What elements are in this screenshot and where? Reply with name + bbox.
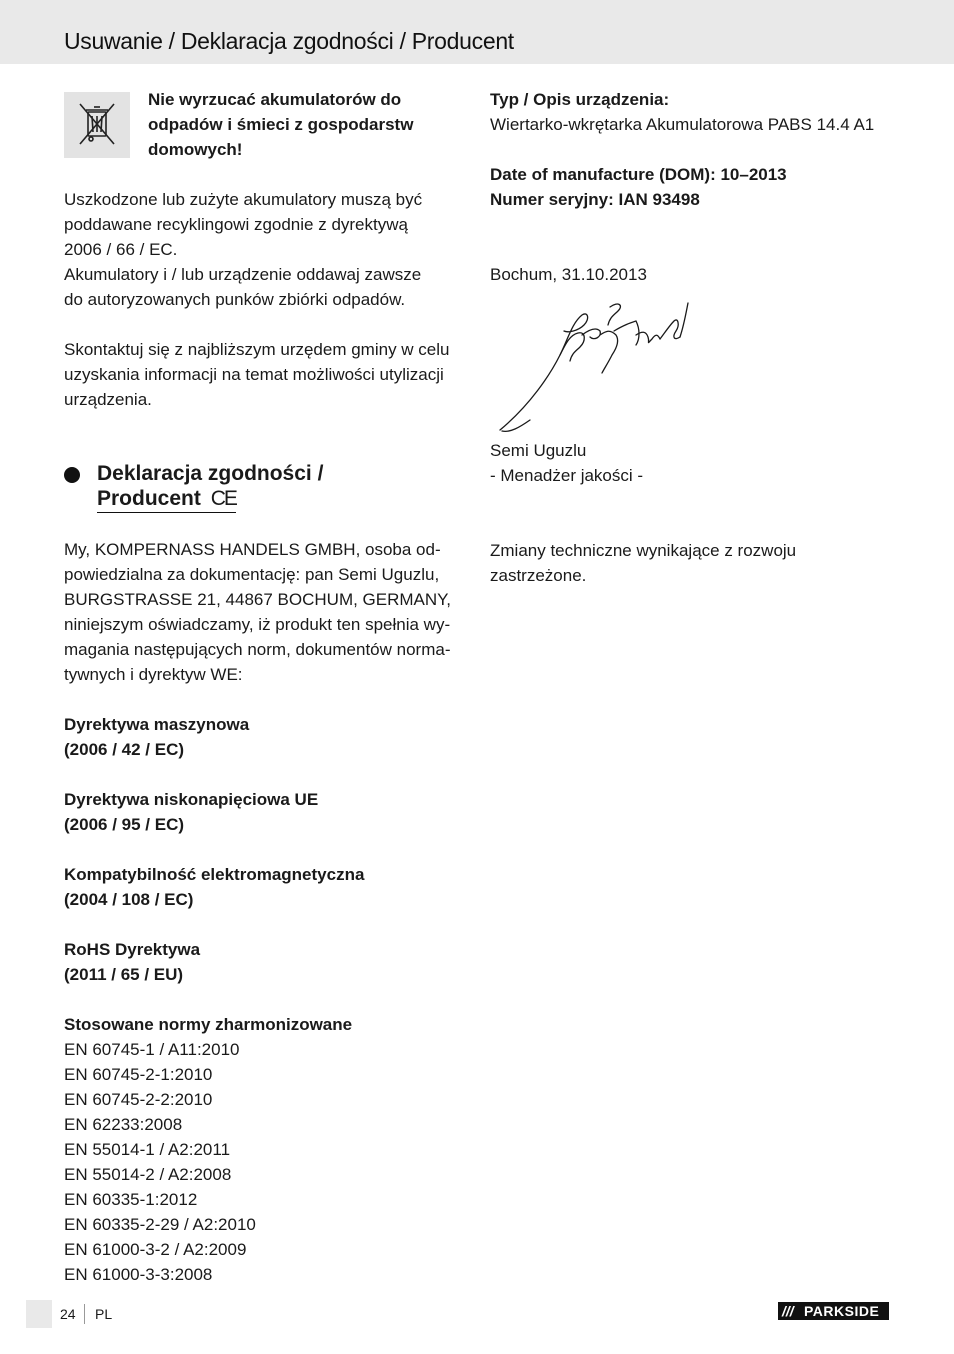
directive-line: Dyrektywa maszynowa xyxy=(64,715,250,734)
directive-line: RoHS Dyrektywa xyxy=(64,940,201,959)
text-line: My, KOMPERNASS HANDELS GMBH, osoba od- xyxy=(64,540,441,559)
directive-item xyxy=(64,787,464,837)
text-line: Zmiany techniczne wynikające z rozwoju xyxy=(490,541,797,560)
harmonized-norms xyxy=(64,1012,464,1287)
language-code: PL xyxy=(95,1306,113,1322)
page-number: 24 xyxy=(60,1306,76,1322)
battery-disposal-warning: Nie wyrzucać akumulatorów do odpadów i śmieci z gospodarstw domowych! xyxy=(148,90,414,159)
norm-item: EN 60745-2-2:2010 xyxy=(64,1090,213,1109)
text-line: BURGSTRASSE 21, 44867 BOCHUM, GERMANY, xyxy=(64,590,452,609)
text-line: tywnych i dyrektyw WE: xyxy=(64,665,243,684)
type-value: Wiertarko-wkrętarka Akumulatorowa PABS 14.4 A1 xyxy=(490,115,875,134)
norm-item: EN 60335-2-29 / A2:2010 xyxy=(64,1215,256,1234)
signer-block xyxy=(490,438,910,488)
directive-item xyxy=(64,862,464,912)
section-title-line1: Deklaracja zgodności / xyxy=(97,462,324,485)
footer-divider xyxy=(84,1304,85,1324)
signer-role: - Menadżer jakości - xyxy=(490,466,644,485)
declaration-paragraph xyxy=(64,537,469,687)
directive-item xyxy=(64,712,464,762)
norm-item: EN 60745-1 / A11:2010 xyxy=(64,1040,240,1059)
directive-line: (2006 / 42 / EC) xyxy=(64,740,185,759)
text-line: uzyskania informacji na temat możliwości utylizacji xyxy=(64,365,444,384)
norm-item: EN 61000-3-2 / A2:2009 xyxy=(64,1240,247,1259)
directive-item xyxy=(64,937,464,987)
logo-stripes: /// xyxy=(782,1303,794,1319)
directive-line: (2004 / 108 / EC) xyxy=(64,890,194,909)
type-label: Typ / Opis urządzenia: xyxy=(490,90,670,109)
norm-item: EN 60745-2-1:2010 xyxy=(64,1065,213,1084)
text-line: zastrzeżone. xyxy=(490,566,587,585)
crossed-out-wheelie-bin-icon xyxy=(64,92,130,158)
place-date: Bochum, 31.10.2013 xyxy=(490,265,647,284)
technical-changes-note xyxy=(490,538,910,588)
footer-marker xyxy=(26,1300,52,1328)
norm-item: EN 60335-1:2012 xyxy=(64,1190,198,1209)
date-of-manufacture: Date of manufacture (DOM): 10–2013 xyxy=(490,165,787,184)
directive-line: Kompatybilność elektromagnetyczna xyxy=(64,865,365,884)
serial-number: Numer seryjny: IAN 93498 xyxy=(490,190,700,209)
text-line: poddawane recyklingowi zgodnie z dyrektywą xyxy=(64,215,408,234)
norm-item: EN 61000-3-3:2008 xyxy=(64,1265,213,1284)
contact-paragraph xyxy=(64,337,464,412)
directives-list xyxy=(64,712,464,1012)
signer-name: Semi Uguzlu xyxy=(490,441,587,460)
ce-mark-icon: CE xyxy=(210,487,236,510)
page-title: Usuwanie / Deklaracja zgodności / Producent xyxy=(64,28,514,54)
directive-line: (2006 / 95 / EC) xyxy=(64,815,185,834)
norm-item: EN 62233:2008 xyxy=(64,1115,183,1134)
text-line: powiedzialna za dokumentację: pan Semi Uguzlu, xyxy=(64,565,440,584)
section-title-line2: Producent xyxy=(97,487,201,510)
text-line: urządzenia. xyxy=(64,390,152,409)
text-line: magania następujących norm, dokumentów norma- xyxy=(64,640,451,659)
text-line: do autoryzowanych punków zbiórki odpadów. xyxy=(64,290,406,309)
recycling-paragraph xyxy=(64,187,464,312)
norms-title: Stosowane normy zharmonizowane xyxy=(64,1015,353,1034)
page-header xyxy=(0,0,954,64)
norm-item: EN 55014-2 / A2:2008 xyxy=(64,1165,232,1184)
text-line: Skontaktuj się z najbliższym urzędem gminy w celu xyxy=(64,340,450,359)
norm-item: EN 55014-1 / A2:2011 xyxy=(64,1140,231,1159)
logo-name: PARKSIDE xyxy=(804,1303,880,1319)
text-line: Uszkodzone lub zużyte akumulatory muszą być xyxy=(64,190,423,209)
directive-line: Dyrektywa niskonapięciowa UE xyxy=(64,790,319,809)
device-type-block xyxy=(490,87,910,137)
text-line: Akumulatory i / lub urządzenie oddawaj zawsze xyxy=(64,265,422,284)
manufacture-block xyxy=(490,162,910,212)
directive-line: (2011 / 65 / EU) xyxy=(64,965,184,984)
text-line: niniejszym oświadczamy, iż produkt ten spełnia wy- xyxy=(64,615,451,634)
parkside-logo xyxy=(778,1302,889,1320)
text-line: 2006 / 66 / EC. xyxy=(64,240,178,259)
bullet-icon xyxy=(64,467,80,483)
handwritten-signature xyxy=(490,295,700,440)
